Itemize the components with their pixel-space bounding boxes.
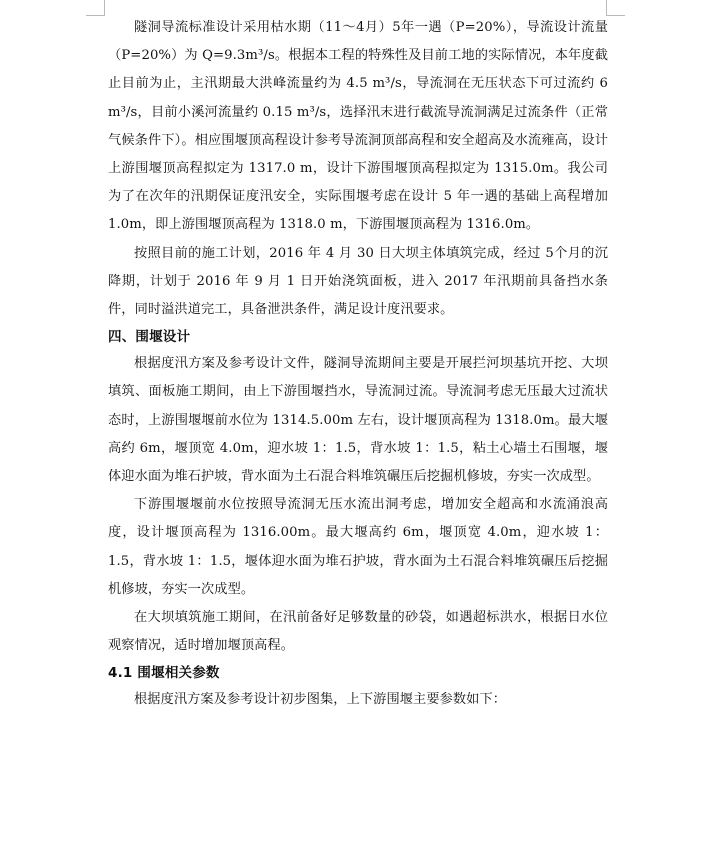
subsection-heading-cofferdam-parameters: 4.1 围堰相关参数 xyxy=(108,665,220,682)
crop-mark-top-left-horizontal xyxy=(86,15,105,16)
document-body xyxy=(108,14,608,715)
crop-mark-top-left-vertical xyxy=(104,0,105,16)
paragraph-diversion-standard: 隧洞导流标准设计采用枯水期（11～4月）5年一遇（P=20%），导流设计流量（P=20%）为 Q=9.3m³/s。根据本工程的特殊性及目前工地的实际情况，本年度截止目前为止，主汛期最大洪峰流量约为 4.5 m³/s，导流洞在无压状态下可过流约 6 m³/s，目前小溪河流量约 0.15 m³/s，选择汛末进行截流导流洞满足过流条件（正常气候条件下）。相应围堰顶高程设计参考导流洞顶部高程和安全超高及水流雍高，设计上游围堰顶高程拟定为 1317.0 m，设计下游围堰顶高程拟定为 1315.0m。我公司为了在次年的汛期保证度汛安全，实际围堰考虑在设计 5 年一遇的基础上高程增加 1.0m，即上游围堰顶高程为 1318.0 m，下游围堰顶高程为 1316.0m。 xyxy=(108,20,608,233)
paragraph-construction-plan: 按照目前的施工计划，2016 年 4 月 30 日大坝主体填筑完成，经过 5个月的沉降期，计划于 2016 年 9 月 1 日开始浇筑面板，进入 2017 年汛期前具备挡水条件，同时溢洪道完工，具备泄洪条件，满足设计度汛要求。 xyxy=(108,245,608,318)
paragraph-upstream-cofferdam: 根据度汛方案及参考设计文件，隧洞导流期间主要是开展拦河坝基坑开挖、大坝填筑、面板施工期间，由上下游围堰挡水，导流洞过流。导流洞考虑无压最大过流状态时，上游围堰堰前水位为 1314.5.00m 左右，设计堰顶高程为 1318.0m。最大堰高约 6m，堰顶宽 4.0m，迎水坡 1：1.5，背水坡 1：1.5，粘土心墙土石围堰，堰体迎水面为堆石护坡，背水面为土石混合料堆筑碾压后挖掘机修坡，夯实一次成型。 xyxy=(108,356,608,485)
crop-mark-top-right-horizontal xyxy=(606,15,625,16)
paragraph-parameters-intro: 根据度汛方案及参考设计初步图集，上下游围堰主要参数如下： xyxy=(134,692,507,708)
paragraph-flood-preparation: 在大坝填筑施工期间，在汛前备好足够数量的砂袋，如遇超标洪水，根据日水位观察情况，适时增加堰顶高程。 xyxy=(108,610,608,654)
section-heading-cofferdam-design: 四、围堰设计 xyxy=(108,329,191,346)
paragraph-downstream-cofferdam: 下游围堰堰前水位按照导流洞无压水流出洞考虑，增加安全超高和水流涌浪高度，设计堰顶高程为 1316.00m。最大堰高约 6m，堰顶宽 4.0m，迎水坡 1：1.5，背水坡 1：1.5，堰体迎水面为堆石护坡，背水面为土石混合料堆筑碾压后挖掘机修坡，夯实一次成型。 xyxy=(108,497,608,597)
